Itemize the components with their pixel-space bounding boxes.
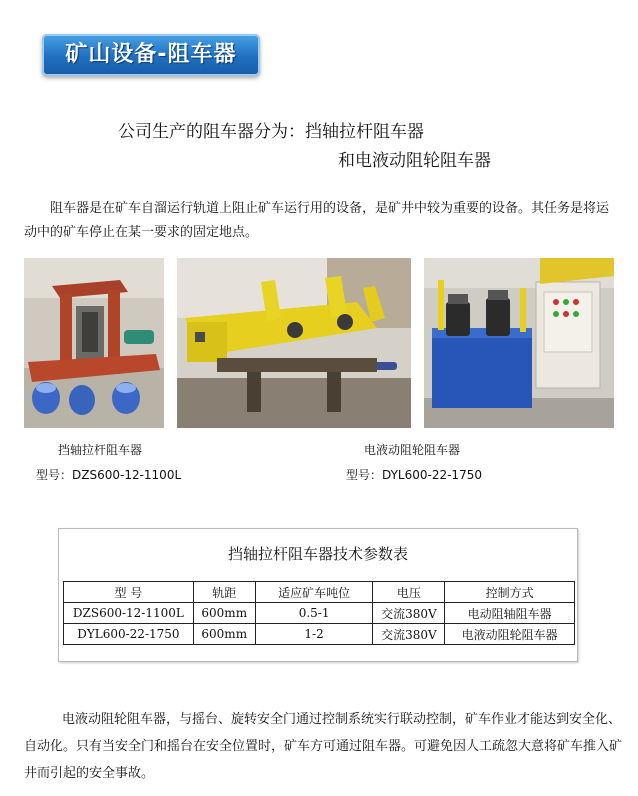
cell-gauge: 600mm bbox=[193, 603, 255, 624]
header-tonnage: 适应矿车吨位 bbox=[255, 582, 373, 603]
intro-line-2: 和电液动阻轮阻车器 bbox=[338, 151, 491, 171]
header-voltage: 电压 bbox=[373, 582, 445, 603]
cell-voltage: 交流380V bbox=[373, 624, 445, 645]
cell-gauge: 600mm bbox=[193, 624, 255, 645]
cell-tonnage: 0.5-1 bbox=[255, 603, 373, 624]
photo-wheel-stop-arrester bbox=[177, 258, 411, 428]
caption-right-name: 电液动阻轮阻车器 bbox=[364, 443, 461, 457]
cell-model: DZS600-12-1100L bbox=[64, 603, 194, 624]
intro-line-1: 公司生产的阻车器分为：挡轴拉杆阻车器 bbox=[118, 122, 424, 142]
photo-axle-stop-arrester bbox=[24, 258, 164, 428]
caption-left-model: 型号：DZS600-12-1100L bbox=[36, 468, 182, 482]
header-control: 控制方式 bbox=[445, 582, 575, 603]
bottom-paragraph: 电液动阻轮阻车器，与摇台、旋转安全门通过控制系统实行联动控制，矿车作业才能达到安全化、自动化。只有当安全门和摇台在安全位置时，矿车方可通过阻车器。可避免因人工疏忽大意将矿车推入矿井而引起的安全事故。 bbox=[24, 712, 623, 781]
cell-control: 电动阻轴阻车器 bbox=[445, 603, 575, 624]
spec-table-panel bbox=[58, 528, 578, 662]
cell-model: DYL600-22-1750 bbox=[64, 624, 194, 645]
section-banner: 矿山设备-阻车器 bbox=[42, 34, 260, 76]
spec-table-title: 挡轴拉杆阻车器技术参数表 bbox=[227, 545, 408, 563]
description-paragraph: 阻车器是在矿车自溜运行轨道上阻止矿车运行用的设备，是矿井中较为重要的设备。其任务是将运动中的矿车停止在某一要求的固定地点。 bbox=[24, 201, 610, 240]
spec-table bbox=[63, 581, 575, 645]
spec-table-header-row bbox=[64, 582, 575, 603]
cell-tonnage: 1-2 bbox=[255, 624, 373, 645]
photo-hydraulic-station bbox=[424, 258, 614, 428]
cell-control: 电液动阻轮阻车器 bbox=[445, 624, 575, 645]
caption-right-model: 型号：DYL600-22-1750 bbox=[346, 468, 482, 482]
caption-left-name: 挡轴拉杆阻车器 bbox=[58, 443, 143, 457]
table-row bbox=[64, 624, 575, 645]
cell-voltage: 交流380V bbox=[373, 603, 445, 624]
header-gauge: 轨距 bbox=[193, 582, 255, 603]
header-model: 型 号 bbox=[64, 582, 194, 603]
table-row bbox=[64, 603, 575, 624]
